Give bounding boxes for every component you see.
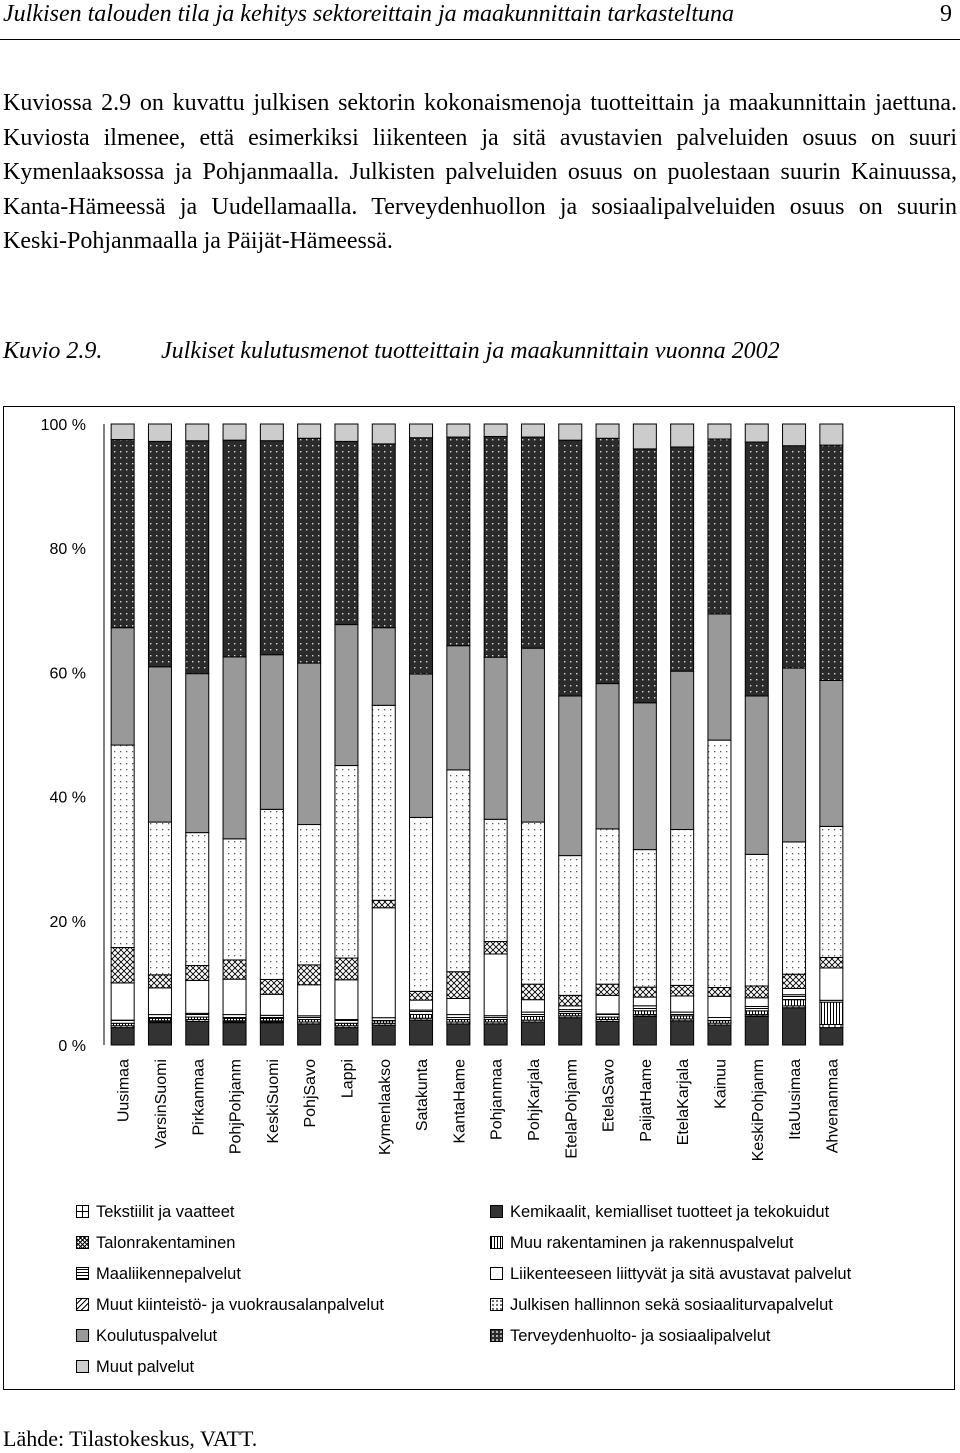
bar-segment (671, 996, 694, 1012)
bar-segment (447, 1024, 470, 1045)
bar-segment (111, 440, 134, 628)
bar-segment (820, 968, 843, 1000)
y-tick-label: 100 % (40, 417, 86, 434)
bar-segment (559, 1018, 582, 1045)
legend-swatch (490, 1205, 503, 1218)
legend-swatch (490, 1329, 503, 1342)
bar-segment (410, 424, 433, 438)
bar-segment (335, 1028, 358, 1045)
bar-segment (745, 1007, 768, 1011)
y-tick-label: 0 % (58, 1038, 86, 1055)
bar-segment (708, 614, 731, 740)
x-tick-label: Satakunta (414, 1059, 432, 1132)
x-tick-label: Kainuu (712, 1059, 730, 1109)
bar-segment (260, 979, 283, 994)
bar-segment (820, 680, 843, 826)
x-tick-label: VarsinSuomi (152, 1059, 170, 1149)
bar-segment (521, 1000, 544, 1012)
bar-segment (223, 1015, 246, 1019)
x-tick-label: EtelaSavo (600, 1059, 618, 1132)
bar-segment (298, 663, 321, 824)
bar-segment (148, 822, 171, 975)
bar-segment (111, 745, 134, 947)
bar-segment (223, 657, 246, 839)
bar-segment (559, 856, 582, 996)
bar-segment (633, 1016, 656, 1045)
bar-segment (223, 440, 246, 657)
source-note: Lähde: Tilastokeskus, VATT. (3, 1426, 258, 1451)
bar-segment (783, 1000, 806, 1006)
legend-label: Terveydenhuolto- ja sosiaalipalvelut (510, 1327, 771, 1345)
bar-segment (559, 696, 582, 856)
bar-segment (596, 984, 619, 995)
legend-swatch (76, 1205, 89, 1218)
legend-swatch (490, 1267, 503, 1280)
bar-segment (372, 424, 395, 444)
bar-segment (521, 437, 544, 648)
bar-segment (783, 988, 806, 994)
bar-segment (372, 908, 395, 1018)
bar-segment (447, 1015, 470, 1020)
bar-segment (521, 822, 544, 984)
bar-segment (671, 424, 694, 447)
bar-segment (148, 667, 171, 822)
bar-segment (410, 817, 433, 991)
bar-segment (633, 1006, 656, 1011)
bar-segment (596, 829, 619, 984)
bar-segment (633, 997, 656, 1006)
bar-segment (372, 900, 395, 907)
x-tick-label: PohjPohjanm (227, 1059, 245, 1155)
bar-segment (596, 438, 619, 683)
x-tick-label: Pohjanmaa (488, 1059, 506, 1140)
bar-segment (559, 440, 582, 696)
legend-label: Liikenteeseen liittyvät ja sitä avustavat palvelut (510, 1265, 852, 1283)
y-tick-label: 60 % (49, 665, 86, 683)
bar-segment (447, 437, 470, 646)
bar-segment (223, 960, 246, 979)
bar-segment (186, 424, 209, 441)
bar-segment (633, 1011, 656, 1015)
bar-segment (820, 957, 843, 968)
bar-segment (820, 1002, 843, 1024)
bar-segment (521, 1022, 544, 1045)
page-header (0, 0, 960, 40)
bar-segment (410, 438, 433, 674)
legend-label: Tekstiilit ja vaatteet (96, 1203, 235, 1221)
bar-segment (745, 442, 768, 696)
bar-segment (335, 980, 358, 1020)
bar-segment (783, 446, 806, 668)
bar-segment (521, 984, 544, 1000)
bar-segment (410, 1014, 433, 1018)
bar-segment (708, 424, 731, 439)
bar-segment (559, 1006, 582, 1010)
bar-segment (111, 424, 134, 440)
bar-segment (372, 1025, 395, 1045)
x-tick-label: KeskiPohjanm (749, 1059, 767, 1162)
bar-segment (260, 655, 283, 810)
bar-segment (484, 657, 507, 819)
bar-segment (372, 628, 395, 706)
bar-segment (186, 1021, 209, 1045)
bar-segment (111, 1028, 134, 1045)
bar-segment (148, 441, 171, 666)
x-tick-label: Kymenlaakso (376, 1059, 394, 1156)
bar-segment (596, 684, 619, 829)
bar-segment (708, 988, 731, 997)
bar-segment (783, 995, 806, 1000)
y-tick-label: 80 % (49, 541, 86, 559)
bar-segment (372, 444, 395, 628)
bar-segment (111, 628, 134, 745)
bar-segment (671, 985, 694, 996)
bar-segment (335, 766, 358, 959)
bar-segment (633, 703, 656, 850)
bar-segment (410, 991, 433, 1000)
legend-label: Muut kiinteistö- ja vuokrausalanpalvelut (96, 1296, 384, 1314)
bar-segment (335, 441, 358, 624)
bar-segment (447, 998, 470, 1014)
bar-segment (671, 447, 694, 671)
legend-swatch (490, 1298, 503, 1311)
legend-swatch (76, 1298, 89, 1311)
legend-swatch (76, 1236, 89, 1249)
bar-segment (783, 424, 806, 446)
legend-label: Kemikaalit, kemialliset tuotteet ja tekokuidut (510, 1203, 830, 1221)
bar-segment (484, 954, 507, 1016)
bar-segment (708, 439, 731, 614)
legend-label: Muu rakentaminen ja rakennuspalvelut (510, 1234, 794, 1252)
bar-segment (745, 424, 768, 442)
bar-segment (671, 1012, 694, 1016)
x-tick-label: PohjSavo (302, 1059, 320, 1128)
legend-swatch (76, 1267, 89, 1280)
bar-segment (521, 1012, 544, 1016)
bar-segment (335, 958, 358, 980)
bar-segment (148, 1023, 171, 1045)
bar-segment (186, 674, 209, 833)
bar-segment (484, 819, 507, 941)
bar-segment (708, 740, 731, 987)
bar-segment (410, 1000, 433, 1010)
bar-segment (708, 1025, 731, 1045)
figure-title: Julkiset kulutusmenot tuotteittain ja maakunnittain vuonna 2002 (161, 338, 780, 364)
bar-segment (335, 424, 358, 441)
bar-segment (783, 974, 806, 988)
bar-segment (783, 668, 806, 842)
bar-segment (484, 424, 507, 436)
bar-segment (633, 449, 656, 703)
figure-label: Kuvio 2.9. (3, 338, 103, 364)
running-title: Julkisen talouden tila ja kehitys sektoreittain ja maakunnittain tarkasteltuna (3, 1, 734, 27)
bar-segment (596, 424, 619, 438)
bar-segment (447, 646, 470, 770)
bar-segment (559, 995, 582, 1006)
bar-segment (260, 809, 283, 979)
x-tick-label: KeskiSuomi (264, 1059, 282, 1144)
bar-segment (633, 424, 656, 449)
bar-segment (671, 671, 694, 829)
legend-label: Muut palvelut (96, 1358, 195, 1376)
bar-segment (260, 441, 283, 655)
bar-segment (335, 625, 358, 766)
x-tick-label: Ahvenanmaa (824, 1059, 842, 1154)
bar-segment (298, 965, 321, 985)
bar-segment (298, 424, 321, 438)
intro-paragraph: Kuviossa 2.9 on kuvattu julkisen sektorin kokonaismenoja tuotteittain ja maakunnittain jaettuna. Kuviosta ilmenee, että esimerkiksi liikenteen ja sitä avustavien palveluiden osuus on suuri Kymenlaaksossa ja Pohjanmaalla. Julkisten palveluiden osuus on puolestaan suurin Kainuussa, Kanta-Hämeessä ja Uudellamaalla. Terveydenhuollon ja sosiaalipalveluiden osuus on suurin Keski-Pohjanmaalla ja Päijät-Hämeessä. (3, 90, 957, 255)
bar-segment (148, 1015, 171, 1019)
bar-segment (223, 839, 246, 960)
bar-segment (484, 436, 507, 657)
bar-segment (410, 674, 433, 817)
bar-segment (186, 966, 209, 981)
bar-segment (298, 1016, 321, 1020)
bar-segment (521, 1016, 544, 1020)
bar-segment (820, 424, 843, 445)
bar-segment (447, 972, 470, 999)
bar-segment (559, 1010, 582, 1014)
bar-segment (186, 441, 209, 674)
bar-segment (745, 986, 768, 998)
bar-segment (298, 825, 321, 965)
bar-segment (148, 975, 171, 988)
x-tick-label: EtelaKarjala (675, 1059, 693, 1146)
bar-segment (186, 833, 209, 966)
bar-segment (783, 1008, 806, 1045)
bar-segment (223, 1023, 246, 1045)
bar-segment (820, 826, 843, 957)
bar-segment (410, 1010, 433, 1014)
bar-segment (410, 1020, 433, 1045)
x-tick-label: Uusimaa (115, 1059, 133, 1123)
bar-segment (148, 988, 171, 1015)
bar-segment (559, 424, 582, 440)
x-tick-label: Lappi (339, 1059, 357, 1099)
bar-segment (820, 1028, 843, 1045)
header-rule (0, 39, 960, 40)
legend-swatch (76, 1360, 89, 1373)
bar-segment (148, 424, 171, 441)
bar-segment (596, 995, 619, 1014)
y-tick-label: 20 % (49, 913, 86, 931)
bar-segment (186, 1013, 209, 1017)
bar-segment (521, 648, 544, 822)
bar-segment (745, 696, 768, 854)
figure-caption (3, 338, 780, 365)
bar-segment (596, 1021, 619, 1045)
legend-swatch (490, 1236, 503, 1249)
bar-segment (260, 424, 283, 441)
bar-segment (260, 994, 283, 1015)
bar-segment (708, 996, 731, 1017)
bar-segment (111, 948, 134, 983)
bar-segment (671, 1021, 694, 1045)
bar-segment (447, 770, 470, 972)
bar-segment (372, 705, 395, 900)
legend-label: Koulutuspalvelut (96, 1327, 218, 1345)
legend-label: Julkisen hallinnon sekä sosiaaliturvapalvelut (510, 1296, 833, 1314)
chart-frame (3, 406, 955, 1390)
x-tick-label: EtelaPohjanm (563, 1059, 581, 1159)
page-number: 9 (940, 1, 952, 27)
bar-segment (783, 842, 806, 974)
y-tick-label: 40 % (49, 789, 86, 807)
bar-segment (223, 979, 246, 1014)
legend-label: Talonrakentaminen (96, 1234, 236, 1252)
bar-segment (260, 1023, 283, 1045)
bar-segment (186, 980, 209, 1013)
bar-segment (820, 445, 843, 680)
bar-segment (521, 424, 544, 437)
bar-segment (633, 850, 656, 988)
bar-segment (298, 438, 321, 663)
bar-segment (298, 985, 321, 1016)
bar-segment (745, 854, 768, 986)
bar-segment (111, 983, 134, 1020)
legend-swatch (76, 1329, 89, 1342)
x-tick-label: PaijatHame (637, 1059, 655, 1142)
x-tick-label: Pirkanmaa (190, 1059, 208, 1136)
bar-segment (223, 424, 246, 440)
x-tick-label: ItaUusimaa (787, 1059, 805, 1140)
bar-segment (298, 1024, 321, 1045)
x-tick-label: PohjKarjala (525, 1059, 543, 1141)
bar-segment (633, 987, 656, 997)
bar-segment (447, 424, 470, 437)
bar-segment (484, 942, 507, 954)
bar-segment (745, 998, 768, 1007)
bar-segment (745, 1016, 768, 1045)
bar-segment (484, 1016, 507, 1020)
bar-segment (745, 1011, 768, 1015)
bar-segment (484, 1024, 507, 1045)
legend-label: Maaliikennepalvelut (96, 1265, 241, 1283)
x-tick-label: KantaHame (451, 1059, 469, 1144)
bar-segment (671, 830, 694, 986)
bar-segment (335, 1020, 358, 1024)
